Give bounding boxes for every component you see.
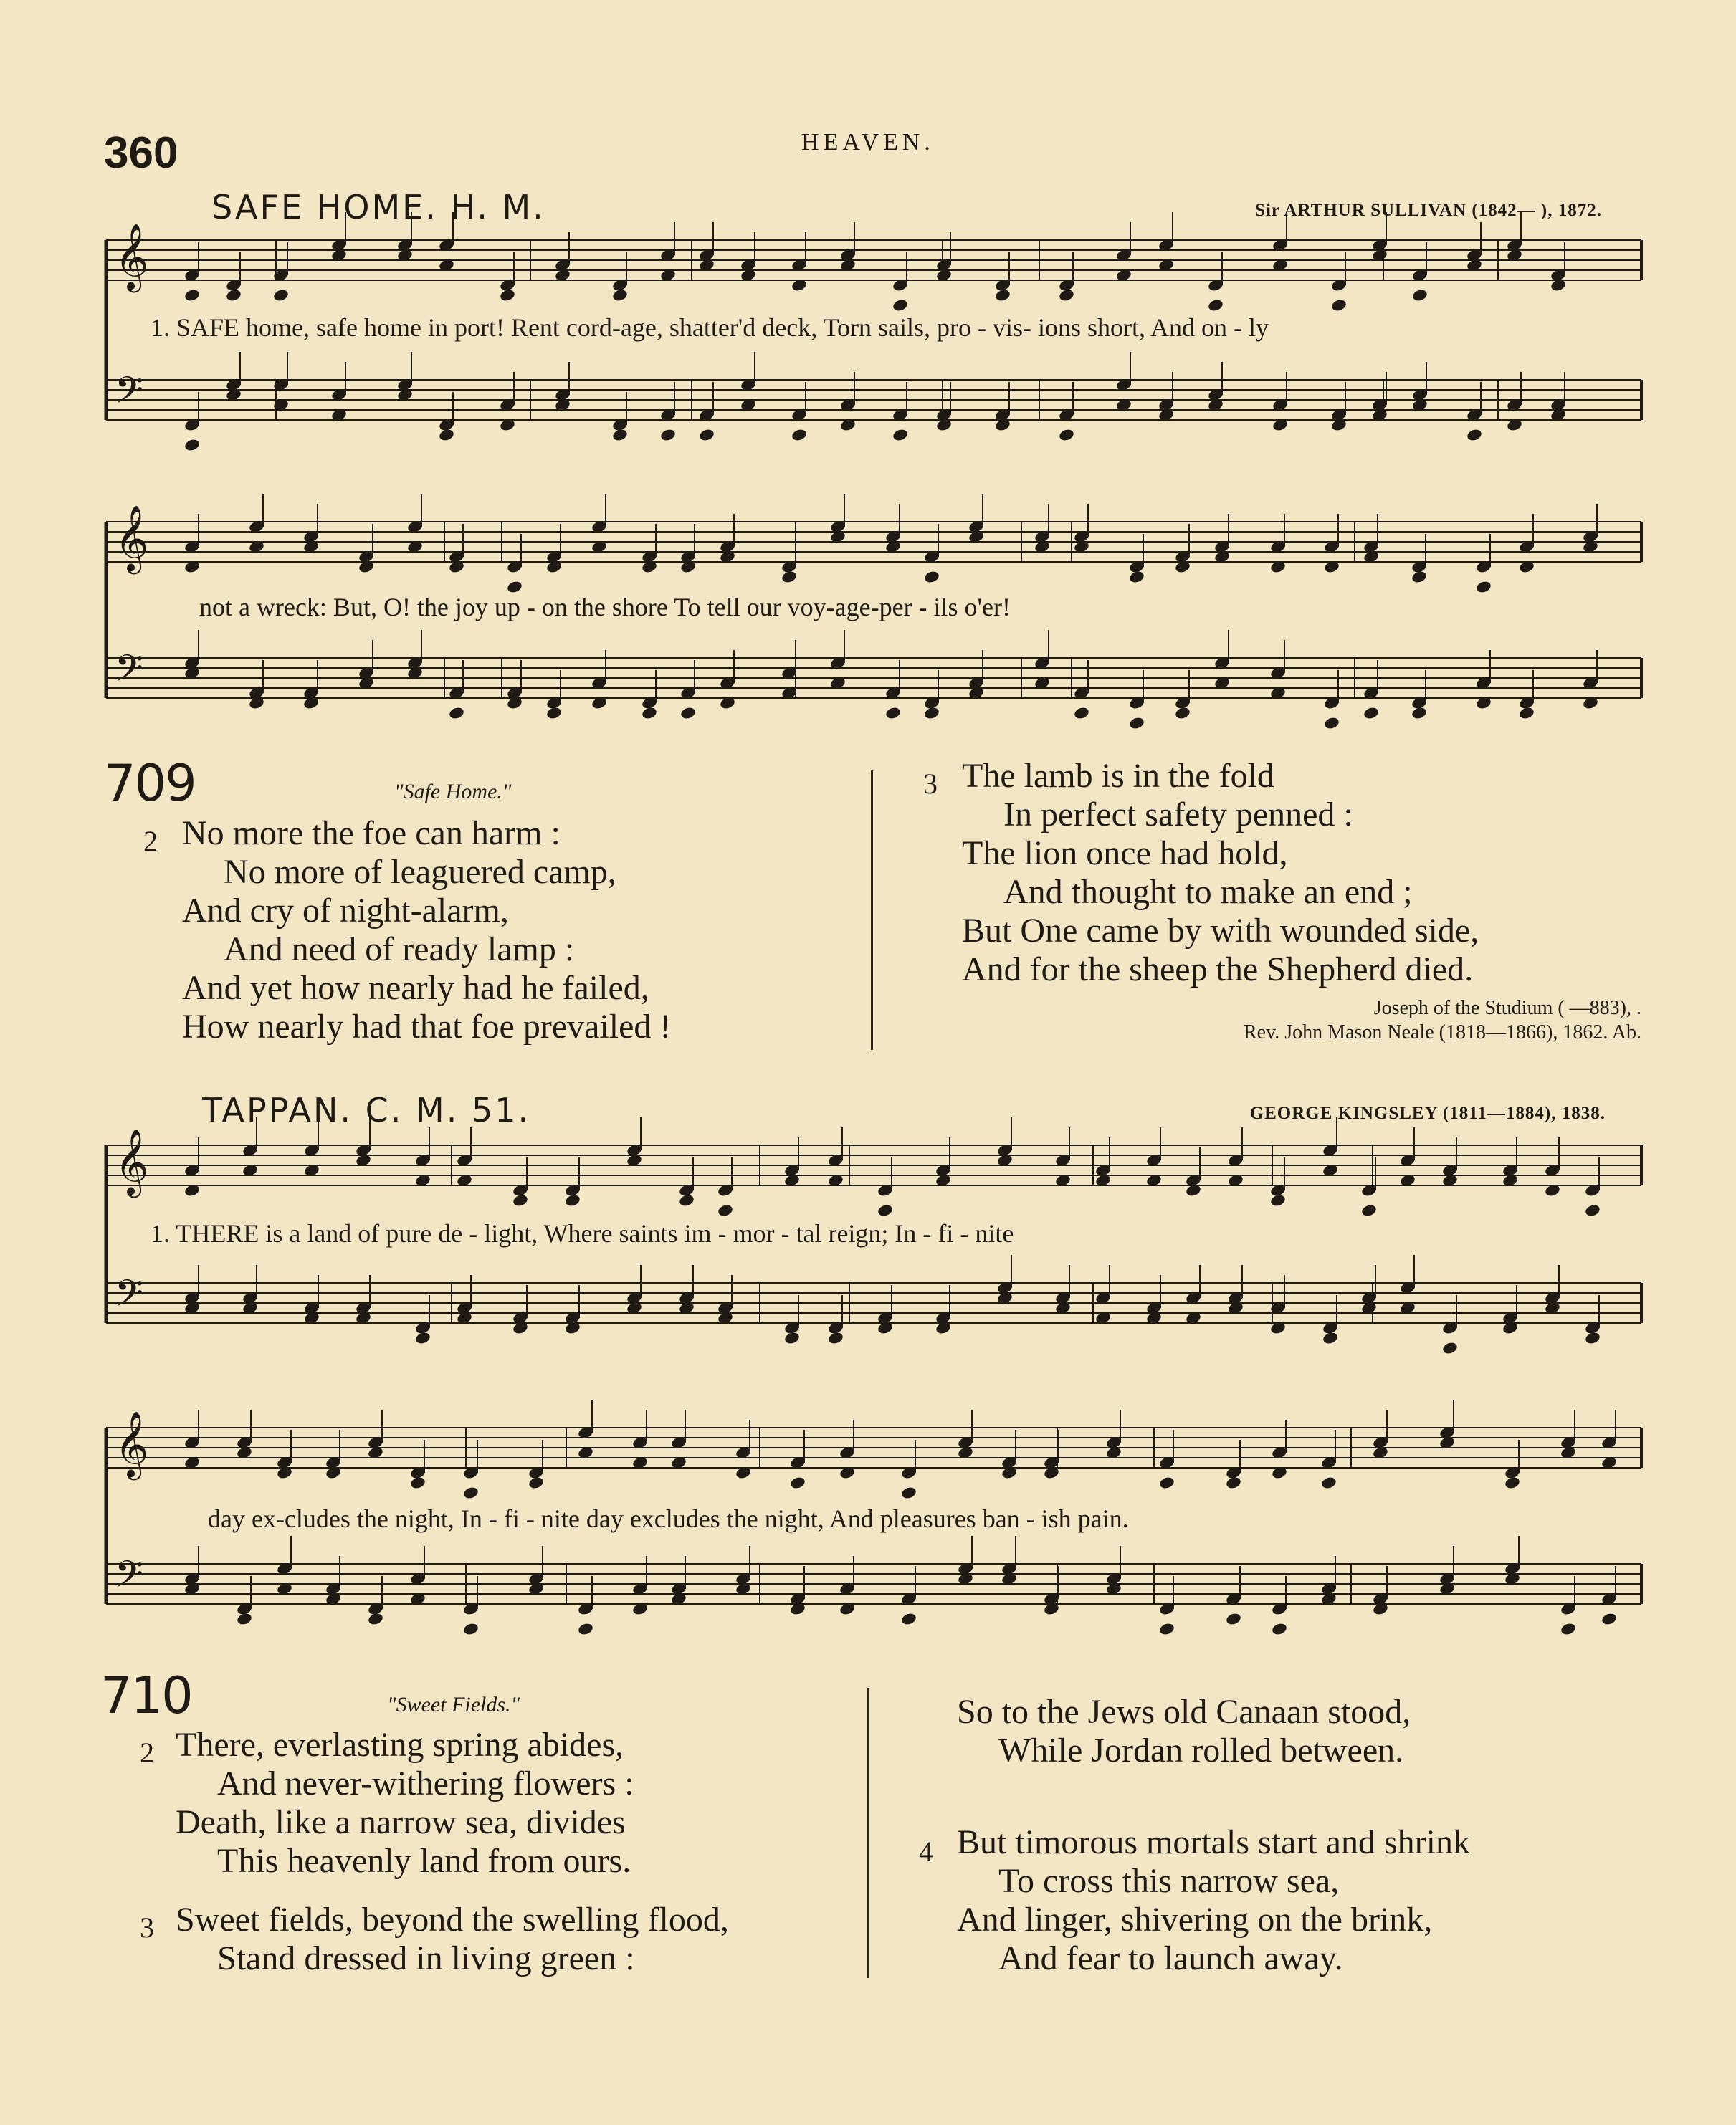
bass-clef-icon: 𝄢	[115, 1271, 143, 1324]
column-divider	[871, 770, 873, 1050]
note-head	[367, 1612, 384, 1626]
note-head	[698, 428, 715, 442]
page-header: HEAVEN.	[801, 129, 935, 156]
note-head	[923, 706, 940, 720]
note-head	[512, 1193, 529, 1208]
note-head	[409, 1476, 426, 1490]
hymn-710-verse-3	[176, 1901, 729, 1978]
hymn-710-verse-3-continued	[957, 1693, 1411, 1770]
note-head	[1323, 716, 1340, 730]
note-head	[272, 288, 290, 302]
verse-line: Sweet fields, beyond the swelling flood,	[176, 1901, 729, 1939]
bass-clef-icon: 𝄢	[115, 646, 143, 699]
note-head	[183, 288, 201, 302]
hymn-709-attribution	[989, 996, 1641, 1045]
note-head	[679, 706, 697, 720]
attribution-line: Rev. John Mason Neale (1818—1866), 1862. Ab.	[1243, 1021, 1641, 1044]
note-head	[545, 706, 563, 720]
note-head	[877, 1203, 894, 1218]
note-head	[1322, 1331, 1339, 1345]
note-head	[892, 428, 909, 442]
note-head	[1207, 298, 1224, 312]
note-head	[1058, 428, 1075, 442]
note-head	[900, 1486, 917, 1500]
verse-line: In perfect safety penned :	[1003, 796, 1353, 834]
verse-line: And thought to make an end ;	[1003, 873, 1413, 911]
note-head	[1158, 1476, 1175, 1490]
verse-line: And yet how nearly had he failed,	[182, 969, 649, 1007]
note-head	[892, 298, 909, 312]
bass-clef-icon: 𝄢	[115, 368, 143, 421]
verse-line: And never-withering flowers :	[217, 1765, 634, 1802]
note-head	[1518, 706, 1535, 720]
note-head	[1475, 580, 1492, 594]
hymn-710-verse-2	[176, 1726, 634, 1881]
hymn-title-710: "Sweet Fields."	[387, 1693, 520, 1716]
note-head	[225, 288, 242, 302]
attribution-line: Joseph of the Studium ( —883), .	[1373, 997, 1641, 1019]
note-head	[611, 428, 629, 442]
note-head	[641, 706, 658, 720]
verse-line: While Jordan rolled between.	[998, 1732, 1404, 1770]
note-head	[923, 570, 940, 584]
note-head	[791, 428, 808, 442]
note-head	[884, 706, 902, 720]
hymn-title-709: "Safe Home."	[394, 780, 512, 803]
note-head	[462, 1486, 480, 1500]
note-head	[1411, 570, 1428, 584]
note-head	[414, 1331, 431, 1345]
treble-clef-icon: 𝄞	[115, 223, 149, 290]
note-head	[789, 1476, 806, 1490]
note-head	[499, 288, 516, 302]
lyrics-tappan-line2: day ex-cludes the night, In - fi - nite day excludes the night, And pleasures ban - ish pain.	[208, 1504, 1129, 1533]
note-head	[783, 1331, 801, 1345]
lyrics-tappan-line1: 1. THERE is a land of pure de - light, Where saints im - mor - tal reign; In - fi - nite	[151, 1219, 1014, 1248]
note-head	[994, 288, 1011, 302]
treble-clef-icon: 𝄞	[115, 505, 149, 571]
verse-number: 2	[140, 1737, 154, 1769]
page-number: 360	[104, 128, 178, 178]
note-head	[564, 1193, 581, 1208]
tune-title-tappan: TAPPAN. C. M. 51.	[202, 1091, 531, 1130]
verse-line: And cry of night-alarm,	[182, 892, 509, 930]
lyrics-safe-home-line2: not a wreck: But, O! the joy up - on the shore To tell our voy-age-per - ils o'er!	[199, 593, 1011, 621]
note-head	[1174, 706, 1191, 720]
verse-line: And linger, shivering on the brink,	[957, 1901, 1433, 1939]
verse-line: And need of ready lamp :	[224, 930, 575, 968]
note-head	[438, 428, 455, 442]
note-head	[1504, 1476, 1521, 1490]
verse-line: So to the Jews old Canaan stood,	[957, 1693, 1411, 1731]
verse-number: 3	[923, 768, 938, 800]
note-head	[1560, 1622, 1577, 1636]
note-head	[448, 706, 465, 720]
note-head	[1271, 1622, 1288, 1636]
verse-number: 2	[143, 825, 158, 857]
verse-line: This heavenly land from ours.	[217, 1842, 631, 1880]
note-head	[1225, 1612, 1242, 1626]
note-head	[900, 1612, 917, 1626]
note-head	[1411, 706, 1428, 720]
note-head	[1330, 298, 1348, 312]
verse-line: No more of leaguered camp,	[224, 853, 616, 891]
lyrics-safe-home-line1: 1. SAFE home, safe home in port! Rent cord-age, shatter'd deck, Torn sails, pro - vis- ions short, And on - ly	[151, 313, 1269, 342]
note-head	[1363, 706, 1380, 720]
verse-line: How nearly had that foe prevailed !	[182, 1008, 672, 1046]
verse-line: Stand dressed in living green :	[217, 1939, 635, 1977]
note-head	[1466, 428, 1483, 442]
note-head	[528, 1476, 545, 1490]
verse-line: No more the foe can harm :	[182, 814, 561, 852]
hymn-number-710: 710	[100, 1666, 192, 1725]
verse-line: And fear to launch away.	[998, 1939, 1343, 1977]
treble-clef-icon: 𝄞	[115, 1410, 149, 1477]
note-head	[1073, 706, 1090, 720]
note-head	[1411, 288, 1429, 302]
note-head	[462, 1622, 480, 1636]
note-head	[1584, 1203, 1601, 1218]
note-head	[1584, 1331, 1601, 1345]
verse-number: 3	[140, 1911, 154, 1944]
verse-line: There, everlasting spring abides,	[176, 1726, 624, 1764]
verse-line: The lamb is in the fold	[962, 757, 1274, 795]
verse-line: The lion once had hold,	[962, 834, 1288, 872]
note-head	[659, 428, 677, 442]
hymn-709-verse-3	[962, 757, 1479, 989]
note-head	[781, 570, 798, 584]
note-head	[1225, 1476, 1242, 1490]
hymn-number-709: 709	[104, 754, 196, 813]
hymn-709-verse-2	[182, 814, 671, 1046]
note-head	[1128, 716, 1145, 730]
note-head	[1158, 1622, 1175, 1636]
note-head	[1441, 1341, 1459, 1355]
verse-line: But One came by with wounded side,	[962, 912, 1479, 950]
note-head	[183, 438, 201, 452]
note-head	[577, 1622, 594, 1636]
verse-line: And for the sheep the Shepherd died.	[962, 950, 1474, 988]
composer-sullivan: Sir ARTHUR SULLIVAN (1842— ), 1872.	[1255, 201, 1602, 220]
verse-line: Death, like a narrow sea, divides	[176, 1803, 626, 1841]
verse-number: 4	[919, 1835, 933, 1868]
note-head	[827, 1331, 844, 1345]
verse-line: To cross this narrow sea,	[998, 1862, 1340, 1900]
hymn-710-verse-4	[957, 1823, 1470, 1978]
note-head	[1128, 570, 1145, 584]
note-head	[1360, 1203, 1378, 1218]
note-head	[611, 288, 629, 302]
composer-kingsley: GEORGE KINGSLEY (1811—1884), 1838.	[1249, 1104, 1606, 1123]
column-divider	[867, 1688, 869, 1978]
bass-clef-icon: 𝄢	[115, 1552, 143, 1605]
note-head	[1601, 1612, 1618, 1626]
verse-line: But timorous mortals start and shrink	[957, 1823, 1470, 1861]
note-head	[1269, 1193, 1287, 1208]
treble-clef-icon: 𝄞	[115, 1128, 149, 1195]
tune-title-safe-home: SAFE HOME. H. M.	[211, 188, 545, 226]
note-head	[1058, 288, 1075, 302]
note-head	[236, 1612, 253, 1626]
note-head	[678, 1193, 695, 1208]
note-head	[717, 1203, 734, 1218]
note-head	[1320, 1476, 1337, 1490]
